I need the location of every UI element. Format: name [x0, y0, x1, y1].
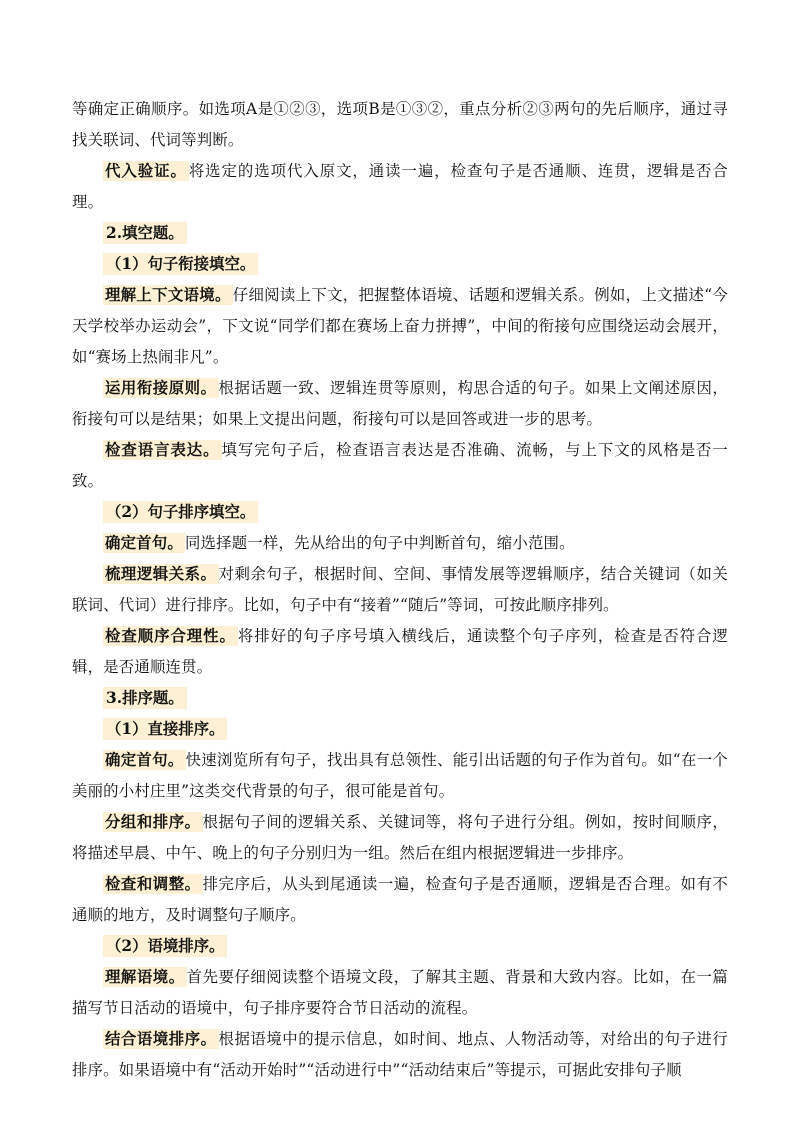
paragraph-body: 填写完句子后，检查语言表达是否准确、流畅，与上下文的风格是否一致。 — [72, 441, 729, 490]
paragraph-p5 — [72, 435, 728, 497]
highlight-lead: 确定首句。 — [105, 534, 183, 552]
paragraph-p3 — [72, 280, 728, 373]
section-heading-3 — [72, 683, 728, 714]
document-page — [72, 94, 728, 1086]
highlight-lead: 检查和调整。 — [105, 875, 201, 893]
highlight-lead: 结合语境排序。 — [105, 1030, 217, 1048]
highlight-lead: 理解语境。 — [105, 968, 185, 986]
paragraph-p1 — [72, 94, 728, 156]
subsection-heading-2-2 — [72, 497, 728, 528]
paragraph-body: 排完序后，从头到尾通读一遍，检查句子是否通顺，逻辑是否合理。如有不通顺的地方，及时调整句子顺序。 — [72, 875, 728, 924]
paragraph-body: 根据话题一致、逻辑连贯等原则，构思合适的句子。如果上文阐述原因，衔接句可以是结果；如果上文提出问题，衔接句可以是回答或进一步的思考。 — [72, 379, 728, 428]
paragraph-body: 快速浏览所有句子，找出具有总领性、能引出话题的句子作为首句。如“在一个美丽的小村庄里”这类交代背景的句子，很可能是首句。 — [72, 751, 728, 800]
paragraph-body: 对剩余句子，根据时间、空间、事情发展等逻辑顺序，结合关键词（如关联词、代词）进行排序。比如，句子中有“接着”“随后”等词，可按此顺序排列。 — [72, 565, 728, 614]
paragraph-body: 仔细阅读上下文，把握整体语境、话题和逻辑关系。例如，上文描述“今天学校举办运动会”，下文说“同学们都在赛场上奋力拼搏”，中间的衔接句应围绕运动会展开，如“赛场上热闹非凡”。 — [72, 286, 728, 366]
paragraph-p8 — [72, 621, 728, 683]
paragraph-p2 — [72, 156, 728, 218]
paragraph-p10 — [72, 807, 728, 869]
subsection-heading-2-1 — [72, 249, 728, 280]
heading-text: （1）直接排序。 — [103, 718, 227, 740]
heading-text: （1）句子衔接填空。 — [103, 253, 258, 275]
heading-text: 2.填空题。 — [103, 222, 187, 244]
paragraph-body: 等确定正确顺序。如选项A是①②③，选项B是①③②，重点分析②③两句的先后顺序，通过寻找关联词、代词等判断。 — [72, 100, 728, 149]
paragraph-p7 — [72, 559, 728, 621]
highlight-lead: 分组和排序。 — [105, 813, 201, 831]
subsection-heading-3-2 — [72, 931, 728, 962]
highlight-lead: 检查语言表达。 — [105, 441, 220, 459]
paragraph-p13 — [72, 1024, 728, 1086]
paragraph-body: 根据句子间的逻辑关系、关键词等，将句子进行分组。例如，按时间顺序，将描述早晨、中午、晚上的句子分别归为一组。然后在组内根据逻辑进一步排序。 — [72, 813, 728, 862]
heading-text: （2）句子排序填空。 — [103, 501, 258, 523]
paragraph-body: 首先要仔细阅读整个语境文段，了解其主题、背景和大致内容。比如，在一篇描写节日活动的语境中，句子排序要符合节日活动的流程。 — [72, 968, 728, 1017]
highlight-lead: 运用衔接原则。 — [105, 379, 217, 397]
highlight-lead: 确定首句。 — [105, 751, 184, 769]
heading-text: （2）语境排序。 — [103, 935, 227, 957]
highlight-lead: 代入验证。 — [105, 162, 187, 180]
paragraph-p9 — [72, 745, 728, 807]
highlight-lead: 理解上下文语境。 — [105, 286, 231, 304]
paragraph-body: 根据语境中的提示信息，如时间、地点、人物活动等，对给出的句子进行排序。如果语境中有“活动开始时”“活动进行中”“活动结束后”等提示，可据此安排句子顺 — [72, 1030, 728, 1079]
paragraph-body: 同选择题一样，先从给出的句子中判断首句，缩小范围。 — [184, 534, 575, 552]
paragraph-body: 将排好的句子序号填入横线后，通读整个句子序列，检查是否符合逻辑，是否通顺连贯。 — [72, 627, 728, 676]
highlight-lead: 梳理逻辑关系。 — [105, 565, 217, 583]
paragraph-p11 — [72, 869, 728, 931]
paragraph-p4 — [72, 373, 728, 435]
highlight-lead: 检查顺序合理性。 — [105, 627, 236, 645]
subsection-heading-3-1 — [72, 714, 728, 745]
heading-text: 3.排序题。 — [103, 687, 187, 709]
paragraph-p12 — [72, 962, 728, 1024]
paragraph-body: 将选定的选项代入原文，通读一遍，检查句子是否通顺、连贯，逻辑是否合理。 — [72, 162, 728, 211]
section-heading-2 — [72, 218, 728, 249]
paragraph-p6 — [72, 528, 728, 559]
